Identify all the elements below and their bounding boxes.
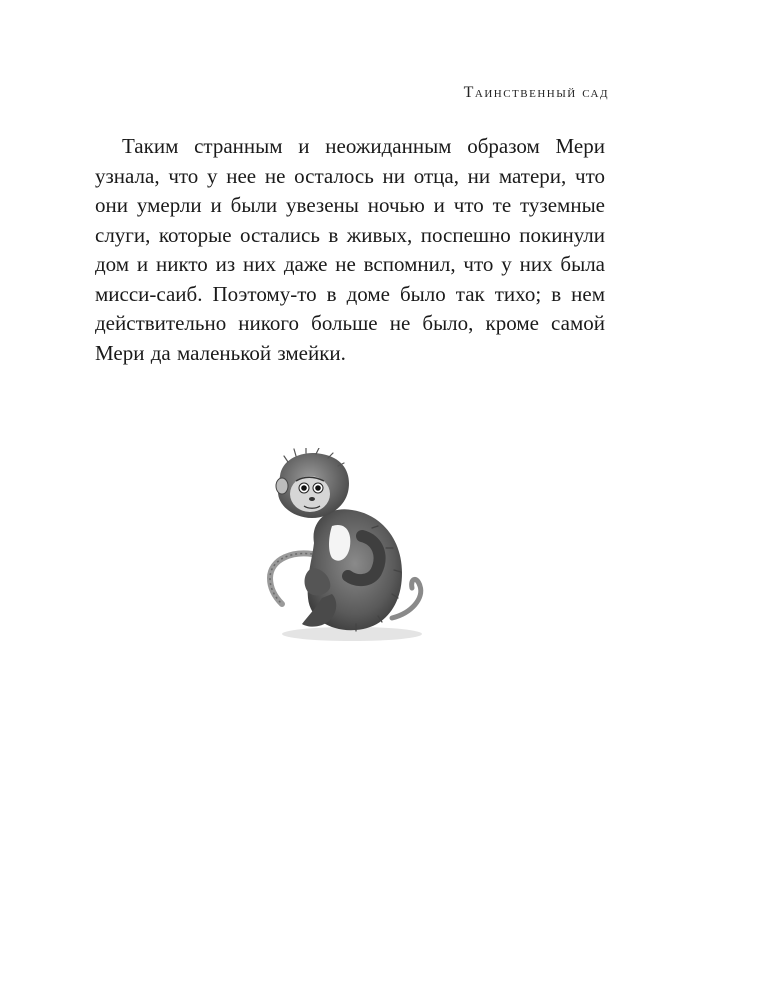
- body-paragraph: Таким странным и неожиданным образом Мери узнала, что у нее не осталось ни отца, ни матери, что они умерли и были увезены ночью и что те туземные слуги, которые остались в живых, поспешно покинули дом и никто из них даже не вспомнил, что у них была мисси-саиб. Поэтому-то в доме было так тихо; в нем действительно никого больше не было, кроме самой Мери да маленькой змейки.: [95, 134, 605, 365]
- monkey-illustration: [252, 448, 432, 648]
- running-head: Таинственный сад: [463, 84, 609, 101]
